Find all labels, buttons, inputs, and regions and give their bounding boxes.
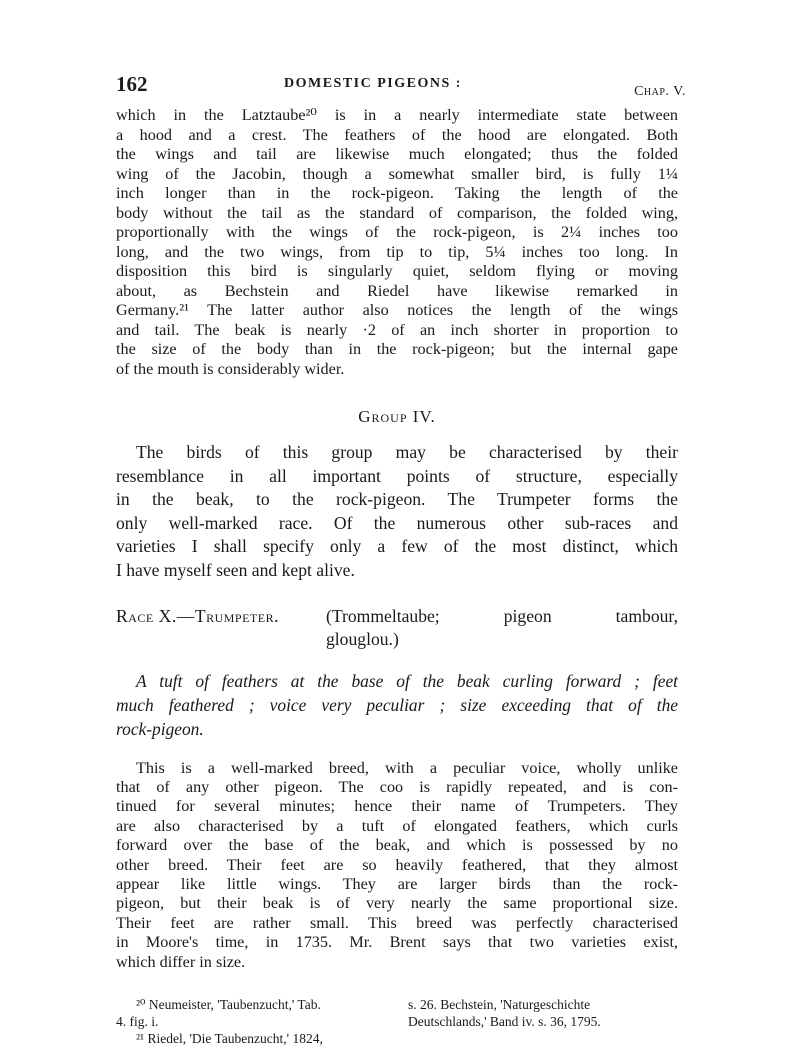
footnote-column-left — [116, 996, 386, 1047]
race-diagnosis — [116, 669, 678, 741]
text-line: A tuft of feathers at the base of the beak curling forward ; feet — [136, 670, 678, 691]
group-paragraph — [116, 441, 678, 583]
book-page — [116, 72, 686, 1052]
text-line: tinued for several minutes; hence their name of Trumpeters. They — [116, 797, 678, 816]
text-line: Germany.²¹ The latter author also notices the length of the wings — [116, 301, 678, 319]
text-line: about, as Bechstein and Riedel have likewise remarked in — [116, 281, 678, 300]
footnote-line: Deutschlands,' Band iv. s. 36, 1795. — [408, 1014, 601, 1030]
footnote-line: ²⁰ Neumeister, 'Taubenzucht,' Tab. — [136, 997, 321, 1013]
race-heading — [116, 605, 678, 653]
running-head: DOMESTIC PIGEONS : — [284, 76, 462, 91]
text-line: resemblance in all important points of structure, especially — [116, 465, 678, 486]
footnote-line: ²¹ Riedel, 'Die Taubenzucht,' 1824, — [136, 1031, 323, 1047]
text-line: This is a well-marked breed, with a peculiar voice, wholly unlike — [136, 758, 678, 777]
footnote-line: s. 26. Bechstein, 'Naturgeschichte — [408, 997, 591, 1013]
text-line: in the beak, to the rock-pigeon. The Trumpeter forms the — [116, 489, 678, 510]
footnotes — [116, 996, 678, 1052]
text-line: pigeon, but their beak is of very nearly the same proportional size. — [116, 894, 678, 913]
text-line: only well-marked race. Of the numerous other sub-races and — [116, 512, 678, 533]
text-line: much feathered ; voice very peculiar ; size exceeding that of the — [116, 694, 678, 715]
race-description — [116, 759, 678, 972]
text-line: a hood and a crest. The feathers of the hood are elongated. Both — [116, 125, 678, 144]
text-line: varieties I shall specify only a few of the most distinct, which — [116, 536, 678, 557]
page-header — [116, 72, 686, 106]
text-line: appear like little wings. They are larger birds than the rock- — [116, 875, 678, 893]
text-line: body without the tail as the standard of comparison, the folded wing, — [116, 203, 678, 222]
text-line: the wings and tail are likewise much elongated; thus the folded — [116, 145, 678, 163]
page-number: 162 — [116, 72, 148, 96]
text-line: which differ in size. — [116, 952, 246, 971]
text-line: proportionally with the wings of the rock-pigeon, is 2¼ inches too — [116, 223, 678, 241]
top-paragraph — [116, 106, 678, 379]
text-line: long, and the two wings, from tip to tip, 5¼ inches too long. In — [116, 242, 678, 261]
footnote-column-right — [408, 996, 678, 1030]
race-label: Race X.—Trumpeter. — [116, 605, 279, 626]
race-synonym-line: glouglou.) — [326, 628, 399, 649]
section-heading: Group IV. — [358, 407, 436, 426]
text-line: which in the Latztaube²⁰ is in a nearly intermediate state between — [116, 106, 678, 124]
text-line: that of any other pigeon. The coo is rapidly repeated, and is con- — [116, 777, 678, 796]
text-line: are also characterised by a tuft of elongated feathers, which curls — [116, 816, 678, 835]
text-line: I have myself seen and kept alive. — [116, 559, 355, 580]
text-line: The birds of this group may be characterised by their — [136, 442, 678, 462]
text-line: disposition this bird is singularly quiet, seldom flying or moving — [116, 262, 678, 280]
chapter-label: Chap. V. — [634, 84, 686, 99]
text-line: rock-pigeon. — [116, 718, 204, 739]
race-synonyms — [326, 605, 678, 651]
text-line: and tail. The beak is nearly ·2 of an inch shorter in proportion to — [116, 320, 678, 339]
text-line: in Moore's time, in 1735. Mr. Brent says that two varieties exist, — [116, 933, 678, 952]
footnote-line: 4. fig. i. — [116, 1014, 159, 1030]
text-line: Their feet are rather small. This breed was perfectly characterised — [116, 913, 678, 932]
text-line: of the mouth is considerably wider. — [116, 359, 345, 378]
race-synonym-line: (Trommeltaube; pigeon tambour, — [326, 605, 678, 626]
text-line: inch longer than in the rock-pigeon. Taking the length of the — [116, 184, 678, 202]
text-line: forward over the base of the beak, and which is possessed by no — [116, 836, 678, 855]
text-line: the size of the body than in the rock-pigeon; but the internal gape — [116, 340, 678, 358]
text-line: wing of the Jacobin, though a somewhat smaller bird, is fully 1¼ — [116, 164, 678, 183]
text-line: other breed. Their feet are so heavily feathered, that they almost — [116, 855, 678, 874]
